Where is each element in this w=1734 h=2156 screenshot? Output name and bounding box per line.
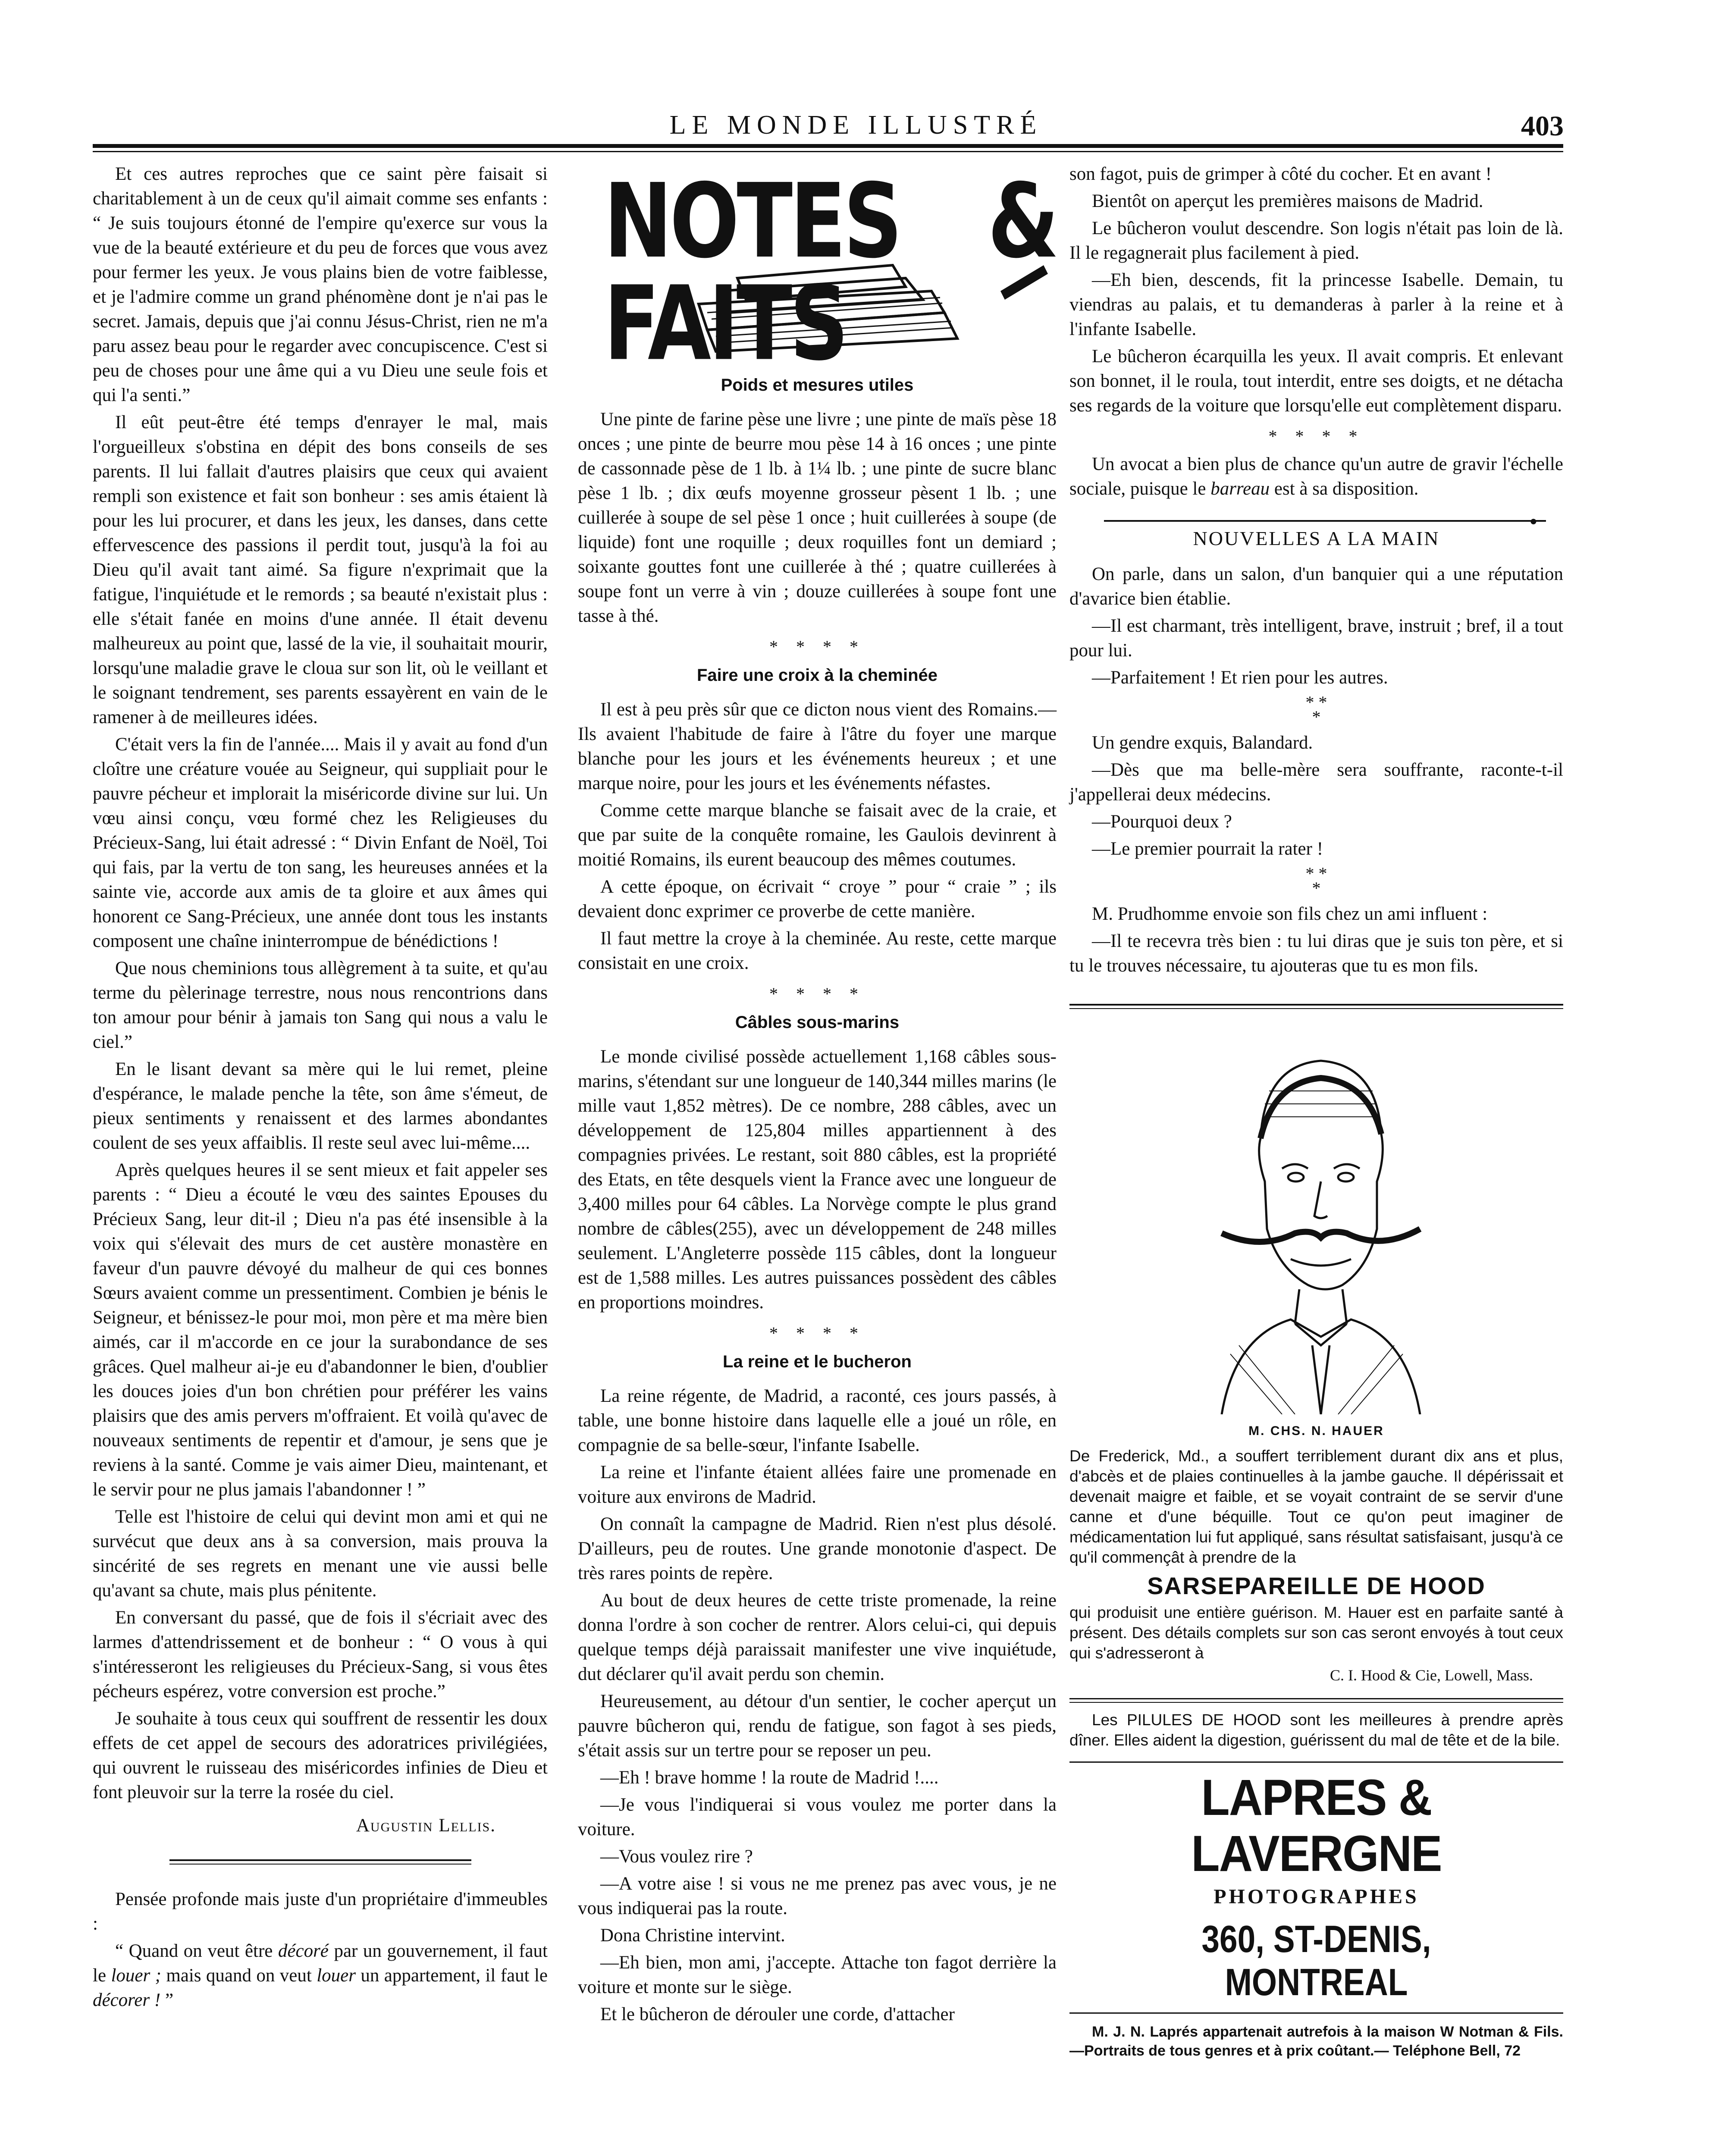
col1-paragraph: Il eût peut-être été temps d'enrayer le mal, mais l'orgueilleux s'obstina en dépit des bons conseils de ses parents. Il lui fallait d'autres plaisirs que ceux qui avaient rempli son existence et fait son bonheur : ses amis étaient là pour les lui procurer, et dans les jeux, les danses, dans cette effervescence des passions il perdit tout, jusqu'à la foi au Dieu qu'il avait tant aimé. Sa figure n'exprimait que la fatigue, l'inquiétude et le remords ; sa beauté n'existait plus : elle s'était fanée en moins d'une année. Il était devenu malheureux au point que, lassé de la vie, il souhaitait mourir, lorsqu'une maladie grave le cloua sur son lit, où le veillant et le soignant tendrement, ses parents essayèrent en vain de le ramener à de meilleures idées. (93, 412, 548, 727)
section-text: Dona Christine intervint. (600, 1925, 785, 1946)
column-3 (1069, 162, 1563, 2060)
lapres-note: M. J. N. Laprés appartenait autrefois à la maison W Notman & Fils.—Portraits de tous genres et à prix coûtant.— Teléphone Bell, 72 (1069, 2024, 1563, 2059)
column-1 (93, 162, 548, 2015)
ad-product: SARSEPAREILLE DE HOOD (1147, 1572, 1486, 1599)
author-signature: Augustin Lellis. (356, 1815, 496, 1836)
section-text: Comme cette marque blanche se faisait avec de la craie, et que par suite de la conquête romaine, les Gaulois devinrent à moitié Romains, ils eurent beaucoup des mêmes coutumes. (578, 800, 1057, 870)
section-text: —Je vous l'indiquerai si vous voulez me porter dans la voiture. (578, 1795, 1057, 1839)
section-text: Le bûcheron écarquilla les yeux. Il avait compris. Et enlevant son bonnet, il le roula, tout interdit, entre ses doigts, et ne détacha ses regards de la voiture que lorsqu'elle eut complètement disparu. (1069, 346, 1563, 416)
column-2 (578, 162, 1057, 2029)
section-text: Un gendre exquis, Balandard. (1092, 733, 1313, 753)
avocat-text: Un avocat a bien plus de chance qu'un autre de gravir l'échelle sociale, puisque le barreau est à sa disposition. (1069, 454, 1563, 499)
section-text: Heureusement, au détour d'un sentier, le cocher aperçut un pauvre bûcheron qui, rendu de fatigue, son fagot à ses pieds, s'était assis sur un tertre pour se reposer un peu. (578, 1691, 1057, 1761)
section-title: Faire une croix à la cheminée (696, 666, 938, 685)
section-text: —Dès que ma belle-mère sera souffrante, raconte-t-il j'appellerai deux médecins. (1069, 760, 1563, 805)
section-text: Une pinte de farine pèse une livre ; une pinte de maïs pèse 18 onces ; une pinte de beurre mou pèse 14 à 16 onces ; une pinte de cassonnade pèse de 1 lb. à 1¼ lb. ; une pinte de sucre blanc pèse 1 lb. ; dix œufs moyenne grosseur pèsent 1 lb. ; une cuillerée à soupe de sel pèse 1 once ; huit cuillerées à soupe (de liquide) font une roquille ; deux roquilles font un demiard ; soixante gouttes font une cuillerée à thé ; quatre cuillerées à soupe font un verre à vin ; douze cuillerées à soupe font une tasse à thé. (578, 409, 1057, 626)
pensee-intro: Pensée profonde mais juste d'un propriétaire d'immeubles : (93, 1889, 548, 1934)
section-text: M. Prudhomme envoie son fils chez un ami influent : (1092, 904, 1488, 924)
section-divider (1069, 1702, 1563, 1703)
section-text: —Vous voulez rire ? (600, 1846, 753, 1867)
section-text: —Eh bien, descends, fit la princesse Isabelle. Demain, tu viendras au palais, et tu demanderas à parler à la reine et à l'infante Isabelle. (1069, 270, 1563, 339)
section-text: —Parfaitement ! Et rien pour les autres. (1092, 667, 1388, 688)
col1-paragraph: Et ces autres reproches que ce saint père faisait si charitablement à un de ceux qu'il aimait comme ses enfants : “ Je suis toujours étonné de l'empire qu'exerce sur vous la vue de la beauté extérieure et du peu de forces que vous avez pour fermer les yeux. Je vous plains bien de votre faiblesse, et je l'admire comme un grand phénomène dont je n'ai pas le secret. Jamais, depuis que j'ai connu Jésus-Christ, rien ne m'a paru assez beau pour le regarder avec concupiscence. C'est si peu de choses pour une âme qui a vu Dieu une seule fois et qui l'a senti.” (93, 164, 548, 405)
section-text: —Le premier pourrait la rater ! (1092, 839, 1323, 859)
masthead-title: LE MONDE ILLUSTRÉ (669, 110, 1043, 140)
col1-paragraph: Telle est l'histoire de celui qui devint mon ami et qui ne survécut que deux ans à sa conversion, mais prouva la sincérité de ses regrets en menant une vie aussi belle qu'avant sa chute, mais plus pénitente. (93, 1507, 548, 1601)
section-divider (1069, 2012, 1563, 2014)
notes-faits-title: NOTES & FAITS (604, 162, 1057, 383)
stars-divider: * * * * (769, 984, 865, 1003)
header-rule (93, 144, 1563, 148)
section-text: A cette époque, on écrivait “ croye ” pour “ craie ” ; ils devaient donc exprimer ce proverbe de cette manière. (578, 877, 1057, 921)
lapres-name: LAPRES & LAVERGNE (1191, 1769, 1442, 1882)
section-text: Au bout de deux heures de cette triste promenade, la reine donna l'ordre à son cocher de rentrer. Alors celui-ci, qui depuis quelque temps déjà paraissait manifester une vive inquiétude, dut déclarer qu'il avait perdu son chemin. (578, 1590, 1057, 1684)
stars-divider: * * * * (769, 637, 865, 656)
section-text: Le monde civilisé possède actuellement 1,168 câbles sous-marins, s'étendant sur une longueur de 140,344 milles marins (le mille vaut 1,852 mètres). De ce nombre, 288 câbles, avec un développement de 125,804 milles appartiennent à des compagnies privées. Le restant, soit 880 câbles, est la propriété des Etats, en tête desquels vient la France avec une longueur de 3,400 milles pour 64 câbles. La Norvège compte le plus grand nombre de câbles(255), avec un développement de 248 milles seulement. L'Angleterre possède 115 câbles, dont la longueur est de 1,588 milles. Les autres puissances possèdent des câbles en proportions moindres. (578, 1047, 1057, 1313)
col1-paragraph: En le lisant devant sa mère qui le lui remet, pleine d'espérance, le malade penche la tête, son âme s'émeut, de pieux sentiments y renaissent et des larmes abondantes coulent de ses yeux affaiblis. Il reste seul avec lui-même.... (93, 1059, 548, 1153)
section-text: —A votre aise ! si vous ne me prenez pas avec vous, je ne vous indiquerai pas la route. (578, 1874, 1057, 1918)
header-rule-thin (93, 151, 1563, 152)
notes-faits-heading-art (578, 162, 1057, 383)
ad-text: De Frederick, Md., a souffert terriblement durant dix ans et plus, d'abcès et de plaies continuelles à la jambe gauche. Il dépérissait et devenait maigre et faible, et se voyait contraint de se servir d'une canne et d'une béquille. Tout ce qu'on peut imaginer de médicamentation lui fut appliqué, sans résultat satisfaisant, jusqu'à ce qu'il commençât à prendre de la (1069, 1447, 1563, 1566)
section-text: —Il est charmant, très intelligent, brave, instruit ; bref, il a tout pour lui. (1069, 616, 1563, 661)
portrait-illustration (1196, 1026, 1437, 1414)
section-text: —Eh ! brave homme ! la route de Madrid !.... (600, 1767, 939, 1788)
section-text: —Pourquoi deux ? (1092, 812, 1232, 832)
section-text: —Il te recevra très bien : tu lui diras que je suis ton père, et si tu le trouves nécessaire, tu ajouteras que tu es mon fils. (1069, 931, 1563, 976)
section-divider (169, 1859, 471, 1861)
section-title: La reine et le bucheron (723, 1352, 912, 1371)
stars-divider: * * * (1305, 864, 1327, 898)
section-text: Et le bûcheron de dérouler une corde, d'attacher (600, 2004, 955, 2024)
pensee-quote: “ Quand on veut être décoré par un gouvernement, il faut le louer ; mais quand on veut louer un appartement, il faut le décorer ! ” (93, 1941, 548, 2010)
col1-paragraph: Après quelques heures il se sent mieux et fait appeler ses parents : “ Dieu a écouté le vœu des saintes Epouses du Précieux Sang, leur dit-il ; Dieu n'a pas été insensible à la voix qui s'élevait des murs de cet austère monastère en faveur d'un pauvre dévoyé du malheur de qui ces bonnes Sœurs avaient comme un pressentiment. Combien je bénis le Seigneur, et bénissez-le pour moi, mon père et ma mère bien aimés, car il m'accorde en ce jour la surabondance de ses grâces. Quel malheur ai-je eu d'abandonner le bien, d'oublier les douces joies d'un bon chrétien pour préférer les vains plaisirs que des amis pervers m'offraient. Et voilà qu'avec de nouveaux sentiments de repentir et d'amour, je sens que je reviens à la santé. Comme je vais aimer Dieu, maintenant, et le servir pour ne plus jamais l'abandonner ! ” (93, 1160, 548, 1500)
section-text: Bientôt on aperçut les premières maisons de Madrid. (1092, 191, 1483, 211)
page-number: 403 (1521, 110, 1564, 142)
stars-divider: * * * (1305, 693, 1327, 727)
section-text: Il est à peu près sûr que ce dicton nous vient des Romains.—Ils avaient l'habitude de faire à l'âtre du foyer une marque blanche pour les jours et les événements heureux ; et une marque noire, pour les jours et les événements néfastes. (578, 699, 1057, 793)
section-divider (1104, 520, 1546, 522)
col1-paragraph: En conversant du passé, que de fois il s'écriait avec des larmes d'attendrissement et de bonheur : “ O vous à qui s'intéresseront les religieuses du Précieux-Sang, si vous êtes pécheurs espérez, votre conversion est proche.” (93, 1608, 548, 1702)
section-text: Le bûcheron voulut descendre. Son logis n'était pas loin de là. Il le regagnerait plus facilement à pied. (1069, 218, 1563, 263)
portrait-caption: M. CHS. N. HAUER (1248, 1424, 1384, 1438)
section-text: La reine et l'infante étaient allées faire une promenade en voiture aux environs de Madrid. (578, 1462, 1057, 1507)
stars-divider: * * * * (1268, 426, 1364, 446)
lapres-subtitle: PHOTOGRAPHES (1213, 1885, 1419, 1908)
col1-paragraph: Que nous cheminions tous allègrement à ta suite, et qu'au terme du pèlerinage terrestre, nous nous rencontrions dans ton amour pour bénir à jamais ton Sang qui nous a valu le ciel.” (93, 958, 548, 1052)
lapres-address: 360, ST-DENIS, MONTREAL (1201, 1918, 1431, 2003)
section-title: NOUVELLES A LA MAIN (1193, 527, 1440, 549)
section-text: —Eh bien, mon ami, j'accepte. Attache ton fagot derrière la voiture et monte sur le siège. (578, 1952, 1057, 1997)
section-divider (1069, 1004, 1563, 1006)
section-title: Câbles sous-marins (735, 1013, 900, 1032)
stars-divider: * * * * (769, 1323, 865, 1343)
col1-paragraph: Je souhaite à tous ceux qui souffrent de ressentir les doux effets de cet appel de secours des adoratrices privilégiées, qui ouvrent le ruisseau des miséricordes infinies de Dieu et font pleuvoir sur la terre la rosée du ciel. (93, 1708, 548, 1802)
section-text: On parle, dans un salon, d'un banquier qui a une réputation d'avarice bien établie. (1069, 564, 1563, 609)
section-text: son fagot, puis de grimper à côté du cocher. Et en avant ! (1069, 164, 1492, 184)
col1-paragraph: C'était vers la fin de l'année.... Mais il y avait au fond d'un cloître une créature vouée au Seigneur, qui suppliait pour le pauvre pécheur et implorait la miséricorde divine sur lui. Un vœu ainsi conçu, vœu formé chez les Religieuses du Précieux-Sang, lui était adressé : “ Divin Enfant de Noël, Toi qui fais, par la vertu de ton sang, les heureuses années et la sainte vie, accorde aux amis de ta gloire et aux âmes qui honorent ce Sang-Précieux, une année dont tous les instants composent une chaîne ininterrompue de bénédictions ! (93, 734, 548, 951)
pilules-ad: Les PILULES DE HOOD sont les meilleures à prendre après dîner. Elles aident la digestion, guérissent du mal de tête et de la bile. (1069, 1711, 1563, 1749)
ad-address: C. I. Hood & Cie, Lowell, Mass. (1330, 1667, 1533, 1684)
section-title: Poids et mesures utiles (721, 376, 914, 395)
section-text: On connaît la campagne de Madrid. Rien n'est plus désolé. D'ailleurs, peu de routes. Une grande monotonie d'aspect. De très rares points de repère. (578, 1514, 1057, 1583)
section-text: Il faut mettre la croye à la cheminée. Au reste, cette marque consistait en une croix. (578, 928, 1057, 973)
section-divider (1069, 1008, 1563, 1009)
section-text: La reine régente, de Madrid, a raconté, ces jours passés, à table, une bonne histoire dans laquelle elle a joué un rôle, en compagnie de sa belle-sœur, l'infante Isabelle. (578, 1386, 1057, 1455)
ad-text: qui produisit une entière guérison. M. Hauer est en parfaite santé à présent. Des détails complets sur son cas seront envoyés à tout ceux qui s'adresseront à (1069, 1604, 1563, 1662)
section-divider (1069, 1761, 1563, 1763)
section-divider (1069, 1698, 1563, 1699)
